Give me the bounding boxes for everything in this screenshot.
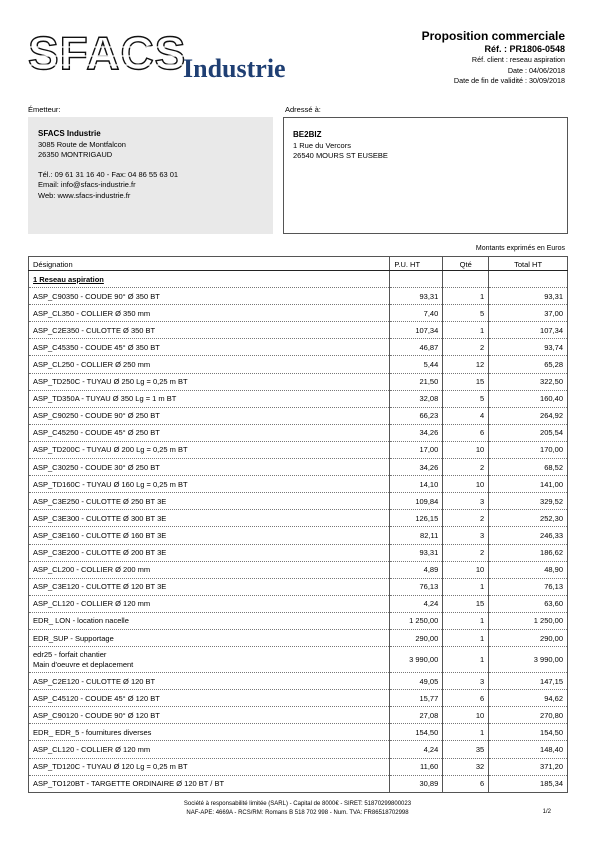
item-designation: ASP_CL120 - COLLIER Ø 120 mm — [29, 595, 390, 612]
emetteur-phone: Tél.: 09 61 31 16 40 - Fax: 04 86 55 63 01 — [38, 169, 179, 179]
item-unit-price: 11,60 — [390, 758, 443, 775]
item-unit-price: 34,26 — [390, 459, 443, 476]
item-quantity: 10 — [443, 561, 489, 578]
item-unit-price: 17,00 — [390, 441, 443, 458]
item-unit-price: 27,08 — [390, 707, 443, 724]
item-quantity: 1 — [443, 647, 489, 673]
item-quantity: 6 — [443, 424, 489, 441]
item-quantity: 4 — [443, 407, 489, 424]
item-quantity: 35 — [443, 741, 489, 758]
table-row — [29, 612, 568, 629]
table-row — [29, 561, 568, 578]
table-row — [29, 305, 568, 322]
logo-sfacs-text: SFACS — [28, 27, 187, 79]
item-unit-price: 76,13 — [390, 578, 443, 595]
table-row — [29, 407, 568, 424]
document-header — [422, 30, 565, 87]
item-designation — [29, 647, 390, 673]
item-unit-price: 154,50 — [390, 724, 443, 741]
header-quantity: Qté — [443, 257, 489, 271]
item-unit-price: 1 250,00 — [390, 612, 443, 629]
table-row — [29, 690, 568, 707]
table-row — [29, 322, 568, 339]
item-designation: ASP_C2E350 - CULOTTE Ø 350 BT — [29, 322, 390, 339]
item-unit-price: 14,10 — [390, 476, 443, 493]
header-designation: Désignation — [29, 257, 390, 271]
validity-date: Date de fin de validité : 30/09/2018 — [453, 76, 565, 85]
footer-line1: Société à responsabilité limitée (SARL) - Capital de 8000€ - SIRET: 51870299800023 — [183, 801, 412, 807]
item-unit-price: 126,15 — [390, 510, 443, 527]
item-total: 185,34 — [489, 775, 568, 792]
item-unit-price: 93,31 — [390, 288, 443, 305]
item-designation: ASP_CL350 - COLLIER Ø 350 mm — [29, 305, 390, 322]
item-quantity: 2 — [443, 339, 489, 356]
item-total: 1 250,00 — [489, 612, 568, 629]
table-row — [29, 476, 568, 493]
item-unit-price: 30,89 — [390, 775, 443, 792]
emetteur-box — [28, 117, 273, 234]
item-unit-price: 34,26 — [390, 424, 443, 441]
item-quantity: 12 — [443, 356, 489, 373]
item-total: 322,50 — [489, 373, 568, 390]
item-designation: EDR_SUP - Supportage — [29, 629, 390, 646]
item-quantity: 6 — [443, 690, 489, 707]
table-row — [29, 578, 568, 595]
table-row — [29, 510, 568, 527]
footer-line2: NAF-APE: 4669A - RCS/RM: Romans B 518 702 998 - Num. TVA: FR86518702998 — [186, 810, 409, 816]
item-unit-price: 5,44 — [390, 356, 443, 373]
item-designation: ASP_C45250 - COUDE 45° Ø 250 BT — [29, 424, 390, 441]
item-quantity: 5 — [443, 305, 489, 322]
item-designation: ASP_CL200 - COLLIER Ø 200 mm — [29, 561, 390, 578]
item-designation: ASP_TD350A - TUYAU Ø 350 Lg = 1 m BT — [29, 390, 390, 407]
table-row — [29, 741, 568, 758]
emetteur-web[interactable]: Web: www.sfacs-industrie.fr — [38, 190, 131, 200]
item-unit-price: 15,77 — [390, 690, 443, 707]
table-row — [29, 673, 568, 690]
item-quantity: 1 — [443, 612, 489, 629]
destinataire-address2: 26540 MOURS ST EUSEBE — [293, 151, 388, 160]
destinataire-address1: 1 Rue du Vercors — [293, 140, 351, 150]
item-designation: ASP_C45350 - COUDE 45° Ø 350 BT — [29, 339, 390, 356]
table-row — [29, 356, 568, 373]
item-designation: ASP_C2E120 - CULOTTE Ø 120 BT — [29, 673, 390, 690]
table-row — [29, 288, 568, 305]
items-table — [28, 256, 568, 793]
item-total: 205,54 — [489, 424, 568, 441]
destinataire-label: Adressé à: — [285, 105, 321, 114]
document-title: Proposition commerciale — [421, 29, 565, 43]
item-total: 107,34 — [489, 322, 568, 339]
table-row — [29, 544, 568, 561]
item-quantity: 2 — [443, 459, 489, 476]
item-total: 37,00 — [489, 305, 568, 322]
item-quantity: 5 — [443, 390, 489, 407]
document-ref: Réf. : PR1806-0548 — [484, 44, 565, 54]
item-total: 264,92 — [489, 407, 568, 424]
emetteur-address1: 3085 Route de Montfalcon — [38, 139, 126, 149]
emetteur-label: Émetteur: — [28, 105, 61, 114]
document-date: Date : 04/06/2018 — [507, 65, 565, 75]
item-total: 148,40 — [489, 741, 568, 758]
item-quantity: 6 — [443, 775, 489, 792]
item-total: 270,80 — [489, 707, 568, 724]
item-total: 290,00 — [489, 629, 568, 646]
item-unit-price: 46,87 — [390, 339, 443, 356]
table-row — [29, 373, 568, 390]
item-quantity: 3 — [443, 493, 489, 510]
item-unit-price: 93,31 — [390, 544, 443, 561]
item-total: 160,40 — [489, 390, 568, 407]
item-designation: EDR_ LON - location nacelle — [29, 612, 390, 629]
item-quantity: 15 — [443, 373, 489, 390]
table-row — [29, 775, 568, 792]
item-total: 141,00 — [489, 476, 568, 493]
item-designation-line1: edr25 - forfait chantier — [33, 650, 107, 660]
item-quantity: 1 — [443, 578, 489, 595]
table-row — [29, 493, 568, 510]
item-designation: EDR_ EDR_5 - fournitures diverses — [29, 724, 390, 741]
emetteur-email[interactable]: Email: info@sfacs-industrie.fr — [38, 180, 136, 189]
item-total: 371,20 — [489, 758, 568, 775]
item-designation: ASP_C90120 - COUDE 90° Ø 120 BT — [29, 707, 390, 724]
item-total: 329,52 — [489, 493, 568, 510]
item-unit-price: 49,05 — [390, 673, 443, 690]
table-row — [29, 459, 568, 476]
item-designation: ASP_CL250 - COLLIER Ø 250 mm — [29, 356, 390, 373]
emetteur-address2: 26350 MONTRIGAUD — [38, 150, 113, 159]
item-quantity: 2 — [443, 544, 489, 561]
item-total: 154,50 — [489, 724, 568, 741]
item-unit-price: 82,11 — [390, 527, 443, 544]
item-unit-price: 66,23 — [390, 407, 443, 424]
section-title: 1 Reseau aspiration — [29, 271, 390, 288]
item-total: 246,33 — [489, 527, 568, 544]
item-total: 65,28 — [489, 356, 568, 373]
header-total: Total HT — [489, 257, 568, 271]
item-total: 170,00 — [489, 441, 568, 458]
item-quantity: 1 — [443, 724, 489, 741]
item-designation: ASP_C45120 - COUDE 45° Ø 120 BT — [29, 690, 390, 707]
item-quantity: 32 — [443, 758, 489, 775]
item-unit-price: 107,34 — [390, 322, 443, 339]
table-row — [29, 527, 568, 544]
item-quantity: 2 — [443, 510, 489, 527]
destinataire-box — [283, 117, 568, 234]
item-designation: ASP_C90250 - COUDE 90° Ø 250 BT — [29, 407, 390, 424]
item-designation: ASP_C90350 - COUDE 90° Ø 350 BT — [29, 288, 390, 305]
section-row — [29, 271, 568, 288]
item-unit-price: 7,40 — [390, 305, 443, 322]
item-designation: ASP_TO120BT - TARGETTE ORDINAIRE Ø 120 BT / BT — [29, 775, 390, 792]
item-total: 48,90 — [489, 561, 568, 578]
item-designation: ASP_TD120C - TUYAU Ø 120 Lg = 0,25 m BT — [29, 758, 390, 775]
company-logo — [28, 27, 318, 92]
logo-industrie-text: Industrie — [183, 54, 286, 83]
item-unit-price: 4,24 — [390, 741, 443, 758]
item-designation: ASP_C3E300 - CULOTTE Ø 300 BT 3E — [29, 510, 390, 527]
item-total: 3 990,00 — [489, 647, 568, 673]
item-designation: ASP_C3E120 - CULOTTE Ø 120 BT 3E — [29, 578, 390, 595]
item-total: 93,31 — [489, 288, 568, 305]
item-unit-price: 109,84 — [390, 493, 443, 510]
item-total: 68,52 — [489, 459, 568, 476]
item-unit-price: 3 990,00 — [390, 647, 443, 673]
item-designation: ASP_C30250 - COUDE 30° Ø 250 BT — [29, 459, 390, 476]
item-designation: ASP_TD160C - TUYAU Ø 160 Lg = 0,25 m BT — [29, 476, 390, 493]
item-quantity: 3 — [443, 527, 489, 544]
item-designation: ASP_C3E200 - CULOTTE Ø 200 BT 3E — [29, 544, 390, 561]
table-row — [29, 647, 568, 673]
item-quantity: 3 — [443, 673, 489, 690]
item-quantity: 1 — [443, 629, 489, 646]
footer — [0, 800, 595, 818]
item-quantity: 15 — [443, 595, 489, 612]
item-designation: ASP_C3E250 - CULOTTE Ø 250 BT 3E — [29, 493, 390, 510]
header-unit-price: P.U. HT — [390, 257, 443, 271]
item-designation: ASP_TD250C - TUYAU Ø 250 Lg = 0,25 m BT — [29, 373, 390, 390]
item-quantity: 10 — [443, 476, 489, 493]
item-total: 63,60 — [489, 595, 568, 612]
item-quantity: 10 — [443, 441, 489, 458]
item-quantity: 1 — [443, 288, 489, 305]
table-row — [29, 441, 568, 458]
item-total: 147,15 — [489, 673, 568, 690]
item-designation: ASP_CL120 - COLLIER Ø 120 mm — [29, 741, 390, 758]
item-designation: ASP_C3E160 - CULOTTE Ø 160 BT 3E — [29, 527, 390, 544]
table-row — [29, 707, 568, 724]
item-designation-line2: Main d'oeuvre et deplacement — [33, 659, 134, 669]
item-unit-price: 4,89 — [390, 561, 443, 578]
emetteur-name: SFACS Industrie — [38, 129, 101, 138]
item-total: 76,13 — [489, 578, 568, 595]
table-row — [29, 595, 568, 612]
destinataire-name: BE2BIZ — [293, 130, 322, 139]
table-row — [29, 629, 568, 646]
table-row — [29, 758, 568, 775]
client-ref: Réf. client : reseau aspiration — [471, 55, 565, 64]
page-number: 1/2 — [542, 809, 551, 815]
item-unit-price: 21,50 — [390, 373, 443, 390]
item-unit-price: 32,08 — [390, 390, 443, 407]
table-header-row — [29, 257, 568, 271]
currency-note: Montants exprimés en Euros — [475, 245, 565, 252]
item-designation: ASP_TD200C - TUYAU Ø 200 Lg = 0,25 m BT — [29, 441, 390, 458]
item-total: 94,62 — [489, 690, 568, 707]
table-row — [29, 390, 568, 407]
item-unit-price: 4,24 — [390, 595, 443, 612]
table-row — [29, 424, 568, 441]
item-total: 252,30 — [489, 510, 568, 527]
table-row — [29, 724, 568, 741]
item-total: 186,62 — [489, 544, 568, 561]
item-quantity: 1 — [443, 322, 489, 339]
item-quantity: 10 — [443, 707, 489, 724]
item-unit-price: 290,00 — [390, 629, 443, 646]
item-total: 93,74 — [489, 339, 568, 356]
table-row — [29, 339, 568, 356]
